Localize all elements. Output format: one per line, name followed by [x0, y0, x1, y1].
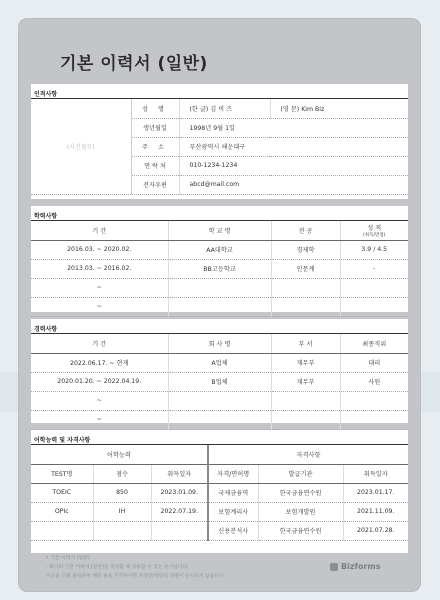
- edu-major: 경제학: [271, 240, 340, 259]
- name-label: 성 명: [131, 99, 179, 118]
- skills-header-row: [31, 464, 408, 483]
- edu-major: [271, 278, 340, 297]
- career-position: 대리: [340, 353, 408, 372]
- personal-table: [31, 99, 408, 195]
- education-table: [31, 221, 408, 317]
- address-value: 부산광역시 해운대구: [179, 137, 408, 156]
- birth-value: 1998년 9월 1일: [179, 118, 408, 137]
- cert-date: 2021.07.28.: [343, 521, 408, 540]
- edu-major: 인문계: [271, 259, 340, 278]
- skills-heading: 어학능력 및 자격사항: [31, 430, 408, 445]
- brand-logo: [330, 562, 381, 571]
- col-company: 회 사 명: [168, 334, 271, 353]
- col-test: TEST명: [31, 464, 93, 483]
- cert-issuer: 한국금융연수원: [258, 521, 343, 540]
- career-dept: 재무부: [271, 353, 340, 372]
- cert-date: 2021.11.09.: [343, 502, 408, 521]
- career-period: ~: [31, 410, 168, 429]
- career-company: B업체: [168, 372, 271, 391]
- education-heading: 학력사항: [31, 206, 408, 221]
- career-table: [31, 334, 408, 430]
- name-english: (영 문) Kim Biz: [270, 99, 408, 118]
- career-heading: 경력사항: [31, 319, 408, 334]
- document-preview: [19, 19, 420, 591]
- col-period: 기 간: [31, 221, 168, 240]
- edu-school: AA대학교: [168, 240, 271, 259]
- education-header-row: [31, 221, 408, 240]
- brand-icon: [330, 563, 338, 571]
- footer-line: • 기본 이력서 (일반): [46, 556, 90, 561]
- table-row: [31, 391, 408, 410]
- edu-period: 2013.03. ~ 2016.02.: [31, 259, 168, 278]
- cert-name: 국제금융역: [208, 483, 258, 502]
- cert-title: 자격사항: [208, 445, 408, 464]
- table-row: [31, 410, 408, 429]
- col-grade: 성 적 (취득/만점): [340, 221, 408, 240]
- career-dept: 재무부: [271, 372, 340, 391]
- career-section: [31, 319, 408, 423]
- table-row: [31, 483, 408, 502]
- personal-section: [31, 84, 408, 199]
- career-period: 2020.01.20. ~ 2022.04.19.: [31, 372, 168, 391]
- career-position: 사원: [340, 372, 408, 391]
- col-position: 최종직위: [340, 334, 408, 353]
- footer-note: [46, 554, 225, 581]
- lang-title: 어학능력: [31, 445, 208, 464]
- cert-date: 2023.01.17.: [343, 483, 408, 502]
- phone-label: 연 락 처: [131, 156, 179, 175]
- test-name: TOEIC: [31, 483, 93, 502]
- test-name: [31, 521, 93, 540]
- career-header-row: [31, 334, 408, 353]
- col-cdate: 취득일자: [343, 464, 408, 483]
- edu-school: BB고등학교: [168, 259, 271, 278]
- cert-issuer: 한국금융연수원: [258, 483, 343, 502]
- test-name: OPIc: [31, 502, 93, 521]
- test-date: 2022.07.19.: [151, 502, 208, 521]
- col-date: 취득일자: [151, 464, 208, 483]
- footer-line: - 회사의 기본 이력서 (일반)을 작성할 때 사용할 수 있는 문서입니다.: [46, 565, 189, 570]
- footer-line: 이곳을 더블 클릭하여 해당 줄을 추가하시면 최상단/하단의 정렬이 유지되지 않습니다.: [46, 574, 226, 579]
- career-dept: [271, 410, 340, 429]
- table-row: [31, 521, 408, 540]
- brand-name: Bizforms: [341, 562, 381, 571]
- test-score: 850: [93, 483, 151, 502]
- email-label: 전자우편: [131, 175, 179, 194]
- test-score: [93, 521, 151, 540]
- career-company: [168, 391, 271, 410]
- edu-grade: -: [340, 259, 408, 278]
- col-period: 기 간: [31, 334, 168, 353]
- career-dept: [271, 391, 340, 410]
- career-position: [340, 391, 408, 410]
- cert-name: 보험계리사: [208, 502, 258, 521]
- name-korean: (한 글) 김 비 즈: [179, 99, 270, 118]
- edu-grade: 3.9 / 4.5: [340, 240, 408, 259]
- col-issuer: 발급기관: [258, 464, 343, 483]
- career-company: [168, 410, 271, 429]
- edu-period: ~: [31, 278, 168, 297]
- career-period: ~: [31, 391, 168, 410]
- skills-table: [31, 445, 408, 541]
- edu-school: [168, 297, 271, 316]
- col-cert: 자격/면허명: [208, 464, 258, 483]
- education-section: [31, 206, 408, 312]
- col-dept: 부 서: [271, 334, 340, 353]
- edu-school: [168, 278, 271, 297]
- document-title: 기본 이력서 (일반): [60, 54, 208, 74]
- birth-label: 생년월일: [131, 118, 179, 137]
- cert-issuer: 보험개발원: [258, 502, 343, 521]
- personal-heading: 인적사항: [31, 84, 408, 99]
- cert-name: 신용분석사: [208, 521, 258, 540]
- table-row: [31, 278, 408, 297]
- phone-value: 010-1234-1234: [179, 156, 408, 175]
- table-row: [31, 240, 408, 259]
- table-row: [31, 372, 408, 391]
- edu-grade: [340, 278, 408, 297]
- table-row: [31, 353, 408, 372]
- col-score: 점수: [93, 464, 151, 483]
- test-score: IH: [93, 502, 151, 521]
- career-position: [340, 410, 408, 429]
- photo-placeholder: (사진첨부): [31, 99, 131, 194]
- test-date: [151, 521, 208, 540]
- email-value: abcd@mail.com: [179, 175, 408, 194]
- edu-grade: [340, 297, 408, 316]
- address-label: 주 소: [131, 137, 179, 156]
- table-row: [31, 259, 408, 278]
- edu-major: [271, 297, 340, 316]
- test-date: 2023.01.09.: [151, 483, 208, 502]
- col-school: 학 교 명: [168, 221, 271, 240]
- edu-period: ~: [31, 297, 168, 316]
- col-major: 전 공: [271, 221, 340, 240]
- career-company: A업체: [168, 353, 271, 372]
- table-row: [31, 297, 408, 316]
- edu-period: 2016.03. ~ 2020.02.: [31, 240, 168, 259]
- skills-section: [31, 430, 408, 553]
- table-row: [31, 502, 408, 521]
- skills-group-row: [31, 445, 408, 464]
- career-period: 2022.06.17. ~ 현재: [31, 353, 168, 372]
